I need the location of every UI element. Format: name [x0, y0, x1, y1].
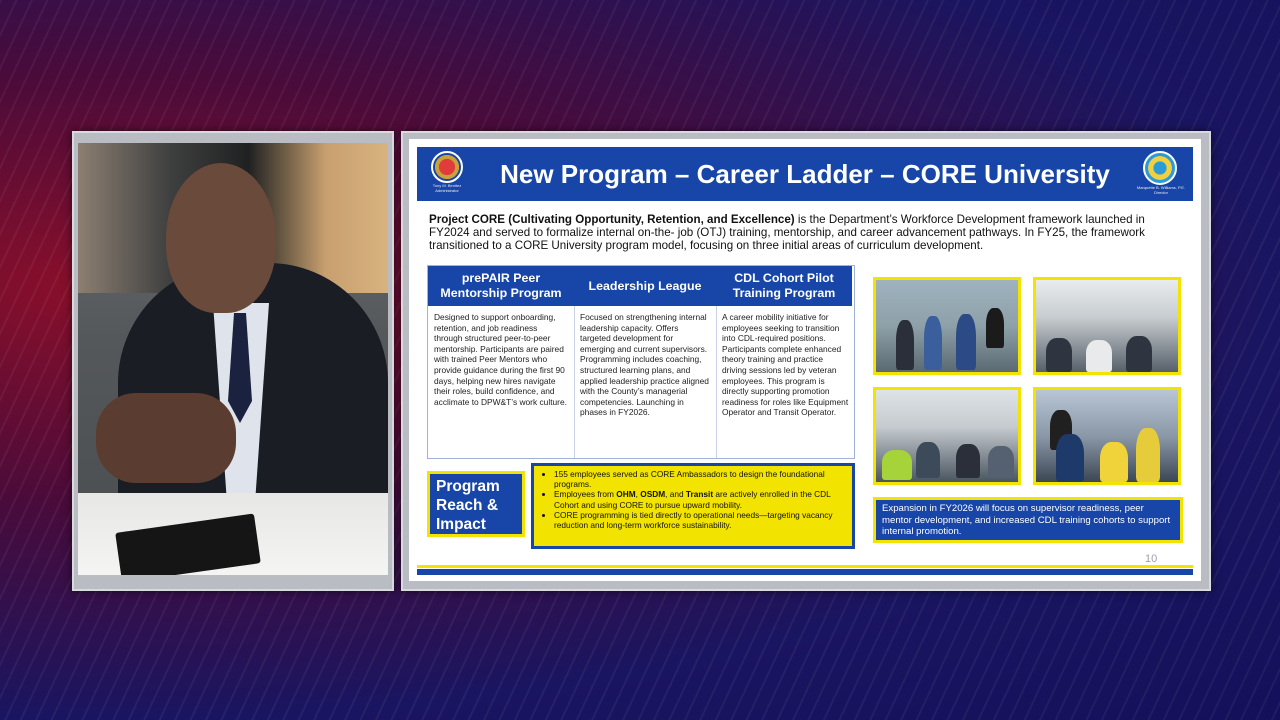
video-feed-panel: [72, 131, 394, 591]
program-photo: [873, 387, 1021, 485]
program-photo: [873, 277, 1021, 375]
program-column: [428, 266, 574, 458]
slide-title: New Program – Career Ladder – CORE University: [500, 159, 1110, 189]
reach-bullet: • 155 employees served as CORE Ambassadors to design the foundational programs.: [554, 469, 846, 489]
right-seal-caption: Marquette B. Williams, P.E. Director: [1136, 185, 1186, 195]
programs-table: [427, 265, 855, 459]
program-description: A career mobility initiative for employees seeking to transition into CDL-required positions. Participants complete enhanced theory training and practice driving sessions led by veteran employees. This program is directly supporting promotion readiness for roles like Equipment Operator and Transit Operator.: [722, 312, 849, 418]
program-column: [574, 266, 716, 458]
expansion-note: Expansion in FY2026 will focus on supervisor readiness, peer mentor development, and increased CDL training cohorts to support internal promotion.: [873, 497, 1183, 543]
program-column: [716, 266, 852, 458]
reach-label: Program Reach & Impact: [427, 471, 525, 537]
page-number: 10: [1145, 553, 1158, 565]
bullet-text: , and: [665, 489, 686, 500]
program-photo: [1033, 277, 1181, 375]
footer-bar: [417, 569, 1193, 575]
program-description: Designed to support onboarding, retention, and job readiness through structured peer-to-peer mentorship. Participants are paired with trained Peer Mentors who provide guidance during the first 90 days, helping new hires navigate their roles, build confidence, and acclimate to DPW&T’s work culture.: [434, 312, 567, 407]
slide: [409, 139, 1201, 581]
bullet-bold: Transit: [685, 489, 714, 500]
program-title: CDL Cohort Pilot Training Program: [716, 266, 852, 306]
program-title: Leadership League: [574, 266, 716, 306]
intro-paragraph: [429, 213, 1185, 252]
program-description: Focused on strengthening internal leadership capacity. Offers targeted development for emerging and current supervisors. Programming includes coaching, structured learning plans, and applied leadership practice aligned with the County’s managerial competencies. Launching in phases in FY2026.: [580, 312, 709, 418]
intro-bold: Project CORE (Cultivating Opportunity, Retention, and Excellence): [429, 213, 795, 226]
footer-accent-line: [417, 565, 1193, 568]
title-bar: [417, 147, 1193, 201]
reach-bullets-box: [531, 463, 855, 549]
intro-text: is the Department’s Workforce Development framework launched in FY2024 and served to formalize internal on-the- job (OTJ) training, mentorship, and career advancement pathways. In FY25, the framework transitioned to a CORE University program model, focusing on three initial areas of curriculum development.: [429, 213, 1145, 252]
left-seal-caption: Tony M. Benitez Administrator: [432, 183, 462, 193]
program-title: prePAIR Peer Mentorship Program: [428, 266, 574, 306]
speaker-hands: [96, 393, 236, 483]
speaker-head: [166, 163, 276, 313]
speaker-video: [78, 143, 388, 575]
bullet-bold: OHM: [616, 489, 636, 500]
bullet-text: ,: [635, 489, 641, 500]
reach-bullet-list: [534, 469, 852, 530]
program-photo: [1033, 387, 1181, 485]
bullet-bold: OSDM: [640, 489, 666, 500]
bullet-text: are actively enrolled in the CDL Cohort and using CORE to pursue upward mobility.: [554, 489, 831, 510]
reach-bullet: • CORE programming is tied directly to operational needs—targeting vacancy reduction and long-term workforce sustainability.: [554, 510, 846, 530]
department-seal-icon: [1143, 151, 1177, 185]
presentation-panel: [401, 131, 1211, 591]
bullet-text: Employees from: [554, 489, 617, 500]
reach-bullet: [554, 489, 846, 509]
